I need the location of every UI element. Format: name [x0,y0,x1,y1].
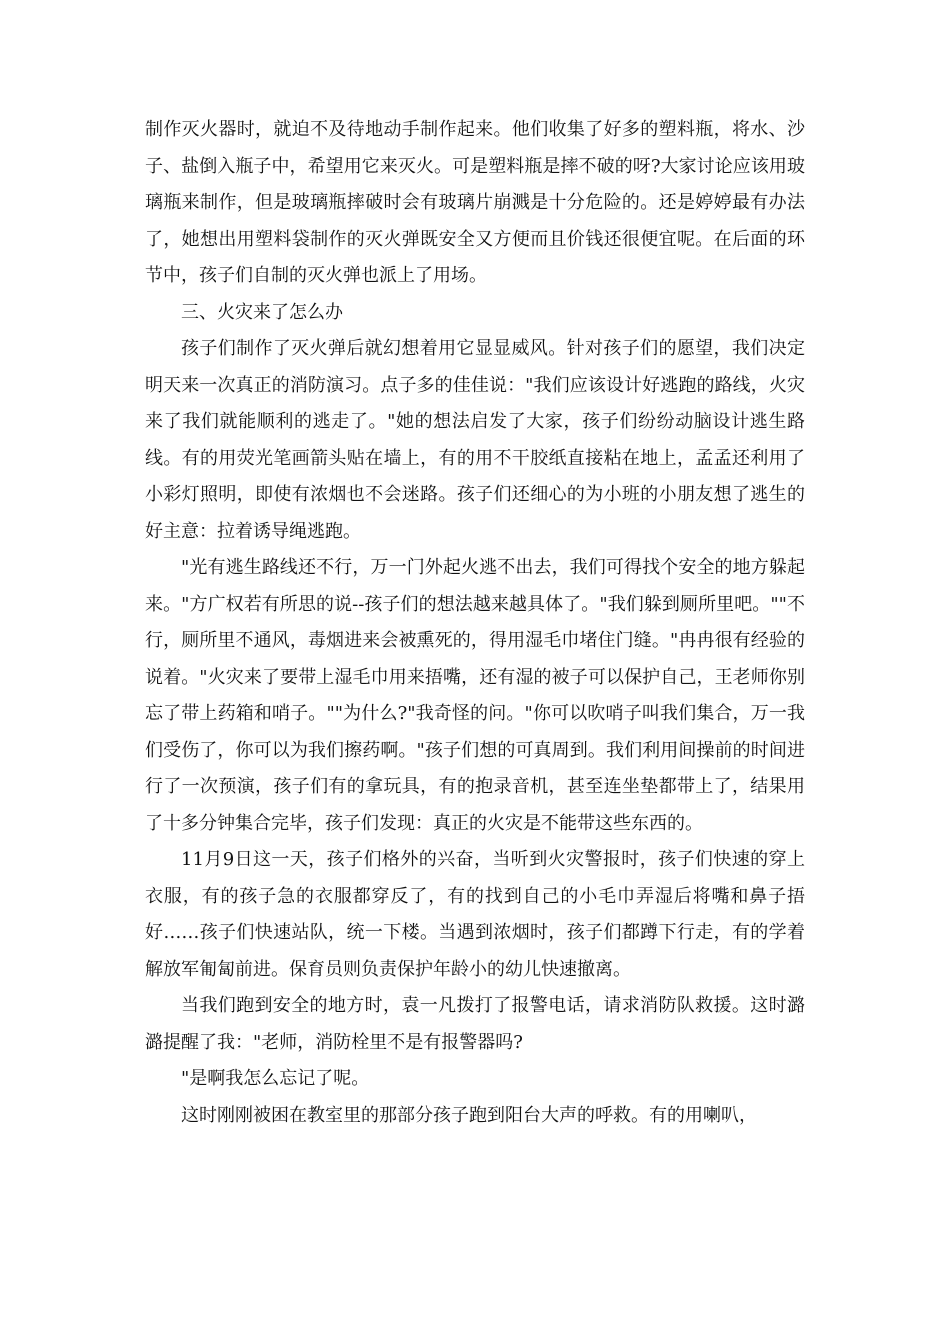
paragraph-continued: 制作灭火器时，就迫不及待地动手制作起来。他们收集了好多的塑料瓶，将水、沙子、盐倒入瓶子中，希望用它来灭火。可是塑料瓶是摔不破的呀?大家讨论应该用玻璃瓶来制作，但是玻璃瓶摔破时会有玻璃片崩溅是十分危险的。还是婷婷最有办法了，她想出用塑料袋制作的灭火弹既安全又方便而且价钱还很便宜呢。在后面的环节中，孩子们自制的灭火弹也派上了用场。 [145,119,805,286]
document-body [145,112,805,1134]
paragraph-hiding: "光有逃生路线还不行，万一门外起火逃不出去，我们可得找个安全的地方躲起来。"方广权若有所思的说--孩子们的想法越来越具体了。"我们躲到厕所里吧。""不行，厕所里不通风，毒烟进来会被熏死的，得用湿毛巾堵住门缝。"冉冉很有经验的说着。"火灾来了要带上湿毛巾用来捂嘴，还有湿的被子可以保护自己，王老师你别忘了带上药箱和哨子。""为什么?"我奇怪的问。"你可以吹哨子叫我们集合，万一我们受伤了，你可以为我们擦药啊。"孩子们想的可真周到。我们利用间操前的时间进行了一次预演，孩子们有的拿玩具，有的抱录音机，甚至连坐垫都带上了，结果用了十多分钟集合完毕，孩子们发现：真正的火灾是不能带这些东西的。 [145,557,805,834]
paragraph-forgot: "是啊我怎么忘记了呢。 [181,1068,370,1089]
paragraph-drill-day: 11月9日这一天，孩子们格外的兴奋，当听到火灾警报时，孩子们快速的穿上衣服，有的孩子急的衣服都穿反了，有的找到自己的小毛巾弄湿后将嘴和鼻子捂好……孩子们快速站队，统一下楼。当遇到浓烟时，孩子们都蹲下行走，有的学着解放军匍匐前进。保育员则负责保护年龄小的幼儿快速撤离。 [145,849,805,980]
paragraph-alarm-call: 当我们跑到安全的地方时，袁一凡拨打了报警电话，请求消防队救援。这时潞潞提醒了我："老师，消防栓里不是有报警器吗? [145,995,805,1053]
paragraph-trapped: 这时刚刚被困在教室里的那部分孩子跑到阳台大声的呼救。有的用喇叭， [181,1104,757,1126]
section-heading: 三、火灾来了怎么办 [181,301,343,323]
paragraph-escape-route: 孩子们制作了灭火弹后就幻想着用它显显威风。针对孩子们的愿望，我们决定明天来一次真正的消防演习。点子多的佳佳说："我们应该设计好逃跑的路线，火灾来了我们就能顺利的逃走了。"她的想法启发了大家，孩子们纷纷动脑设计逃生路线。有的用荧光笔画箭头贴在墙上，有的用不干胶纸直接粘在地上，孟孟还利用了小彩灯照明，即使有浓烟也不会迷路。孩子们还细心的为小班的小朋友想了逃生的好主意：拉着诱导绳逃跑。 [145,338,805,542]
